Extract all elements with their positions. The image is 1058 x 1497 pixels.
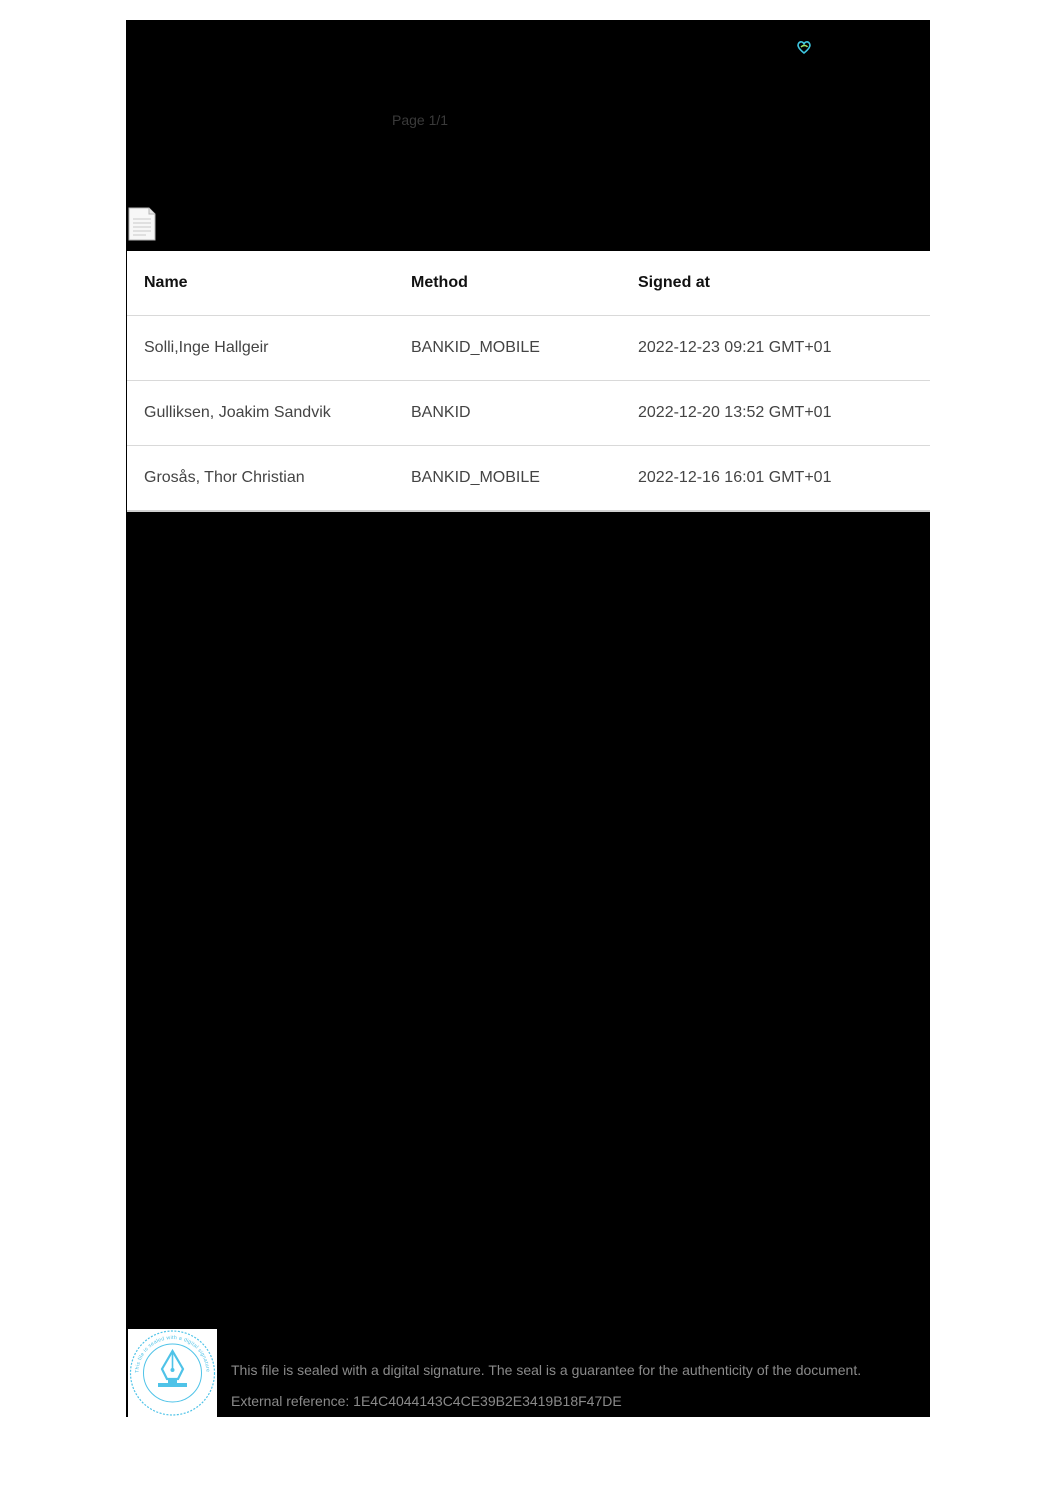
- signed-at: 2022-12-20 13:52 GMT+01: [638, 404, 832, 421]
- column-header-signed-at: Signed at: [638, 274, 711, 291]
- signer-name: Solli,Inge Hallgeir: [144, 339, 269, 356]
- table-row: [127, 381, 930, 446]
- seal-notice: This file is sealed with a digital signature. The seal is a guarantee for the authenticity of the document.: [231, 1362, 862, 1378]
- svg-text:This file is sealed with a dig: This file is sealed with a digital signature: [134, 1334, 211, 1374]
- digital-seal-icon: [128, 1329, 217, 1417]
- signing-method: BANKID_MOBILE: [411, 339, 540, 356]
- signed-at: 2022-12-23 09:21 GMT+01: [638, 339, 832, 356]
- signing-method: BANKID_MOBILE: [411, 469, 540, 486]
- table-row: [127, 446, 930, 510]
- signing-method: BANKID: [411, 404, 471, 421]
- table-header-row: [127, 251, 930, 316]
- column-header-name: Name: [144, 274, 188, 291]
- document-icon: [128, 207, 156, 241]
- signed-at: 2022-12-16 16:01 GMT+01: [638, 469, 832, 486]
- signer-name: Grosås, Thor Christian: [144, 469, 305, 486]
- column-header-method: Method: [411, 274, 468, 291]
- heart-logo-icon: [795, 38, 813, 56]
- external-reference: External reference: 1E4C4044143C4CE39B2E3419B18F47DE: [231, 1393, 622, 1409]
- document-page: [126, 20, 930, 1417]
- table-row: [127, 316, 930, 381]
- signer-name: Gulliksen, Joakim Sandvik: [144, 404, 331, 421]
- page-indicator: Page 1/1: [392, 112, 449, 128]
- signatures-table: [127, 251, 930, 512]
